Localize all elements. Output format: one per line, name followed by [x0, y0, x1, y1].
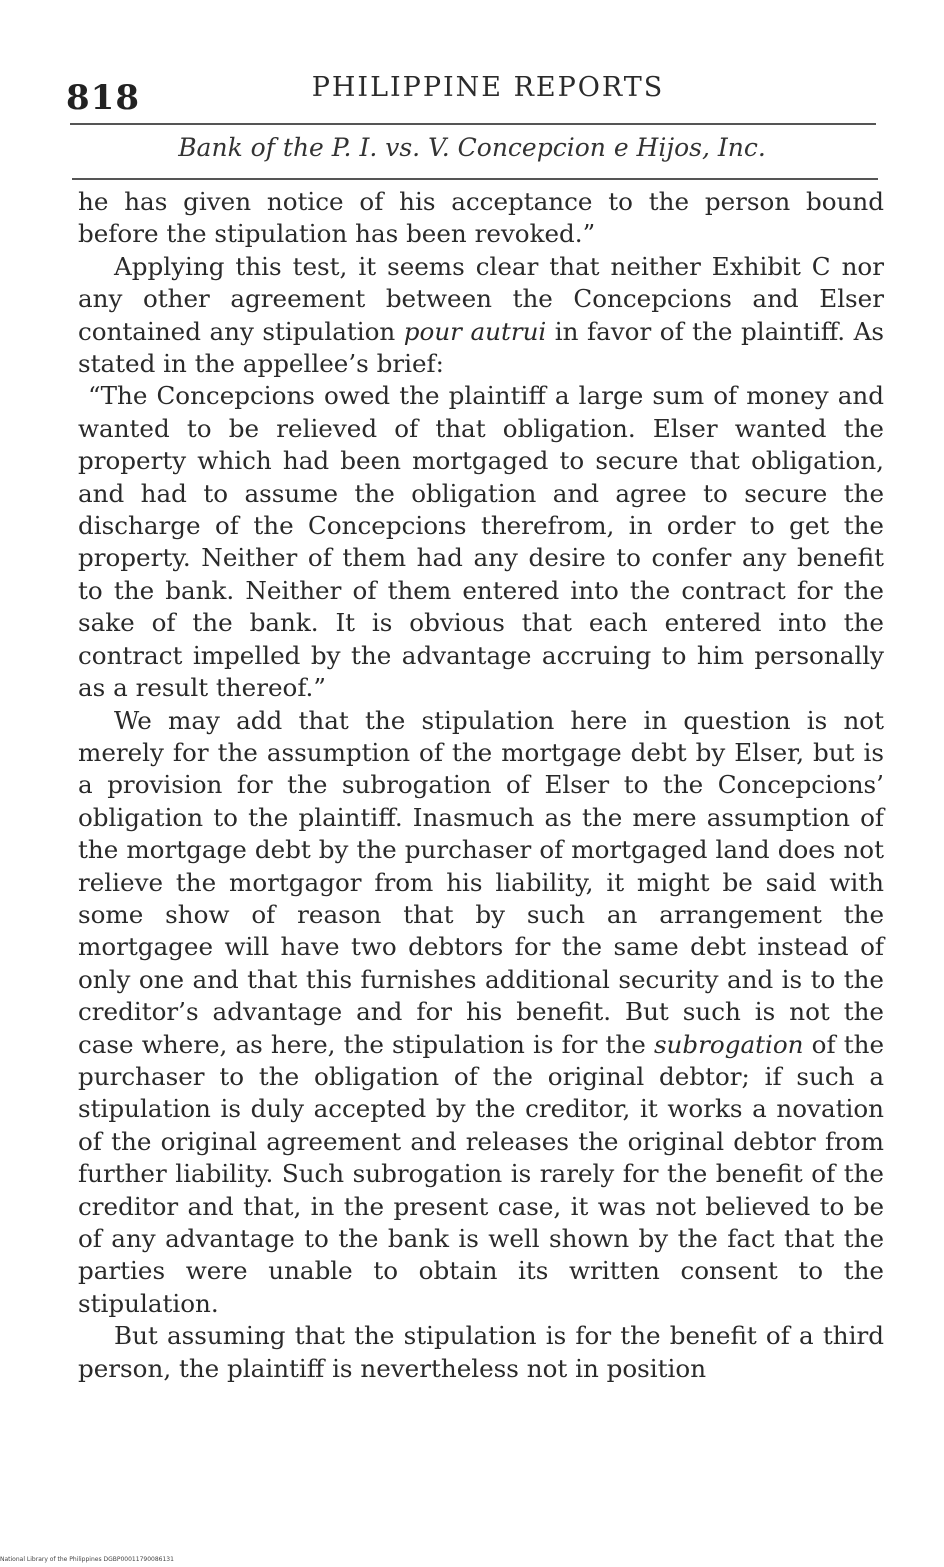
paragraph-4 — [78, 705, 884, 1321]
paragraph-2-text-a: Applying this test, it seems clear that neither Exhibit C nor any other agreement between the Concepcions and Elser contained any stipulation — [78, 251, 884, 346]
paragraph-1: he has given notice of his acceptance to the person bound before the stipulation has been revoked.” — [78, 187, 884, 249]
page-number: 818 — [66, 78, 140, 118]
paragraph-2-text-b: in favor of the plaintiff. As stated in the appellee’s brief: — [78, 316, 884, 379]
paragraph-2 — [78, 251, 884, 381]
header-rule-bottom — [72, 178, 878, 180]
page-header — [58, 66, 878, 116]
paragraph-5: But assuming that the stipulation is for the benefit of a third person, the plaintiff is nevertheless not in position — [78, 1321, 884, 1383]
case-title: Bank of the P. I. vs. V. Concepcion e Hijos, Inc. — [178, 133, 766, 162]
paragraph-3-quote: “The Concepcions owed the plaintiff a large sum of money and wanted to be relieved of that obligation. Elser wanted the property which had been mortgaged to secure that obligation, and had to assume the obligation and agree to secure the discharge of the Concepcions therefrom, in order to get the property. Neither of them had any desire to confer any benefit to the bank. Neither of them entered into the contract for the sake of the bank. It is obvious that each entered into the contract impelled by the advantage accruing to him personally as a result thereof.” — [78, 381, 884, 703]
paragraph-4-text-a: We may add that the stipulation here in question is not merely for the assumption of the mortgage debt by Elser, but is a provision for the subrogation of Elser to the Concepcions’ obligation to the plaintiff. Inasmuch as the mere assumption of the mortgage debt by the purchaser of mortgaged land does not relieve the mortgagor from his liability, it might be said with some show of reason that by such an arrangement the mortgagee will have two debtors for the same debt instead of only one and that this furnishes additional security and is to the creditor’s advantage and for his benefit. But such is not the case where, as here, the stipulation is for the — [78, 705, 884, 1059]
body-text — [78, 186, 884, 1385]
footer-source-note: National Library of the Philippines DGBP00011790086131 — [0, 1556, 174, 1563]
paragraph-4-text-b: of the purchaser to the obligation of the original debtor; if such a stipulation is duly accepted by the creditor, it works a novation of the original agreement and releases the original debtor from further liability. Such subrogation is rarely for the benefit of the creditor and that, in the present case, it was not believed to be of any advantage to the bank is well shown by the fact that the parties were unable to obtain its written consent to the stipulation. — [78, 1029, 885, 1318]
header-rule-top — [70, 123, 876, 125]
running-title: PHILIPPINE REPORTS — [311, 72, 665, 103]
paragraph-4-italic: subrogation — [653, 1029, 804, 1059]
paragraph-2-italic: pour autrui — [403, 316, 547, 346]
